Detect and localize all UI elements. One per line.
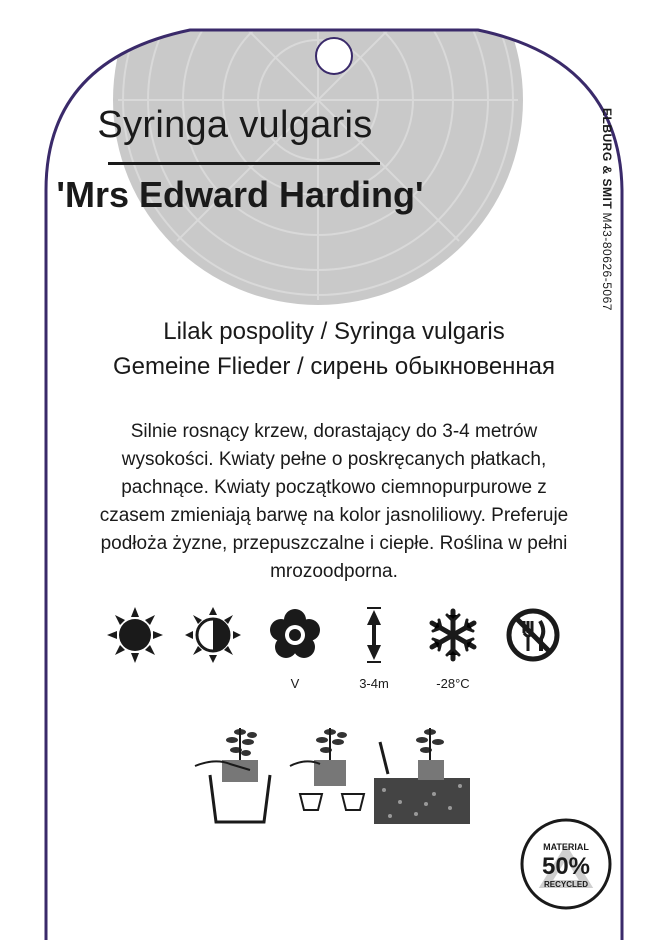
brand-block xyxy=(594,108,614,328)
flower-icon xyxy=(270,609,320,658)
planting-step-3-icon xyxy=(374,728,470,824)
recycled-material-badge xyxy=(516,814,616,914)
description-line: czasem zmieniają barwę na kolor jasnoliliowy. Preferuje xyxy=(99,505,569,526)
hardiness-caption: -28°C xyxy=(436,676,470,691)
latin-name: Syringa vulgaris xyxy=(97,104,373,146)
snowflake-icon xyxy=(432,611,474,659)
height-arrow-icon xyxy=(367,608,381,662)
cultivar-name: 'Mrs Edward Harding' xyxy=(56,174,424,215)
brand-name: ELBURG & SMIT xyxy=(600,108,614,210)
common-names-line-2: Gemeine Flieder / сирень обыкновенная xyxy=(112,353,556,380)
badge-bottom-text: RECYCLED xyxy=(543,880,589,889)
description-line: Silnie rosnący krzew, dorastający do 3-4 metrów xyxy=(130,421,538,442)
planting-step-1-icon xyxy=(195,728,270,822)
full-sun-icon xyxy=(107,607,163,663)
description-line: mrozoodporna. xyxy=(270,561,398,582)
product-code: M43-80626-5067 xyxy=(600,212,614,311)
planting-step-2-icon xyxy=(290,728,364,810)
description-line: pachnące. Kwiaty początkowo ciemnopurpurowe z xyxy=(121,477,547,498)
care-icons-row xyxy=(0,600,668,720)
description-line: wysokości. Kwiaty pełne o poskręcanych płatkach, xyxy=(121,449,547,470)
hang-hole xyxy=(316,38,352,74)
badge-top-text: MATERIAL xyxy=(543,842,589,852)
description xyxy=(60,418,608,586)
header-pattern xyxy=(113,0,523,305)
common-names-line-1: Lilak pospolity / Syringa vulgaris xyxy=(163,318,505,345)
title-divider xyxy=(108,162,380,165)
description-line: podłoża żyzne, przepuszczalne i ciepłe. Roślina w pełni xyxy=(100,533,568,554)
partial-shade-icon xyxy=(185,607,241,663)
height-caption: 3-4m xyxy=(359,676,389,691)
bloom-month-caption: V xyxy=(290,676,300,691)
badge-percent: 50% xyxy=(541,853,591,880)
not-edible-icon xyxy=(509,611,557,659)
